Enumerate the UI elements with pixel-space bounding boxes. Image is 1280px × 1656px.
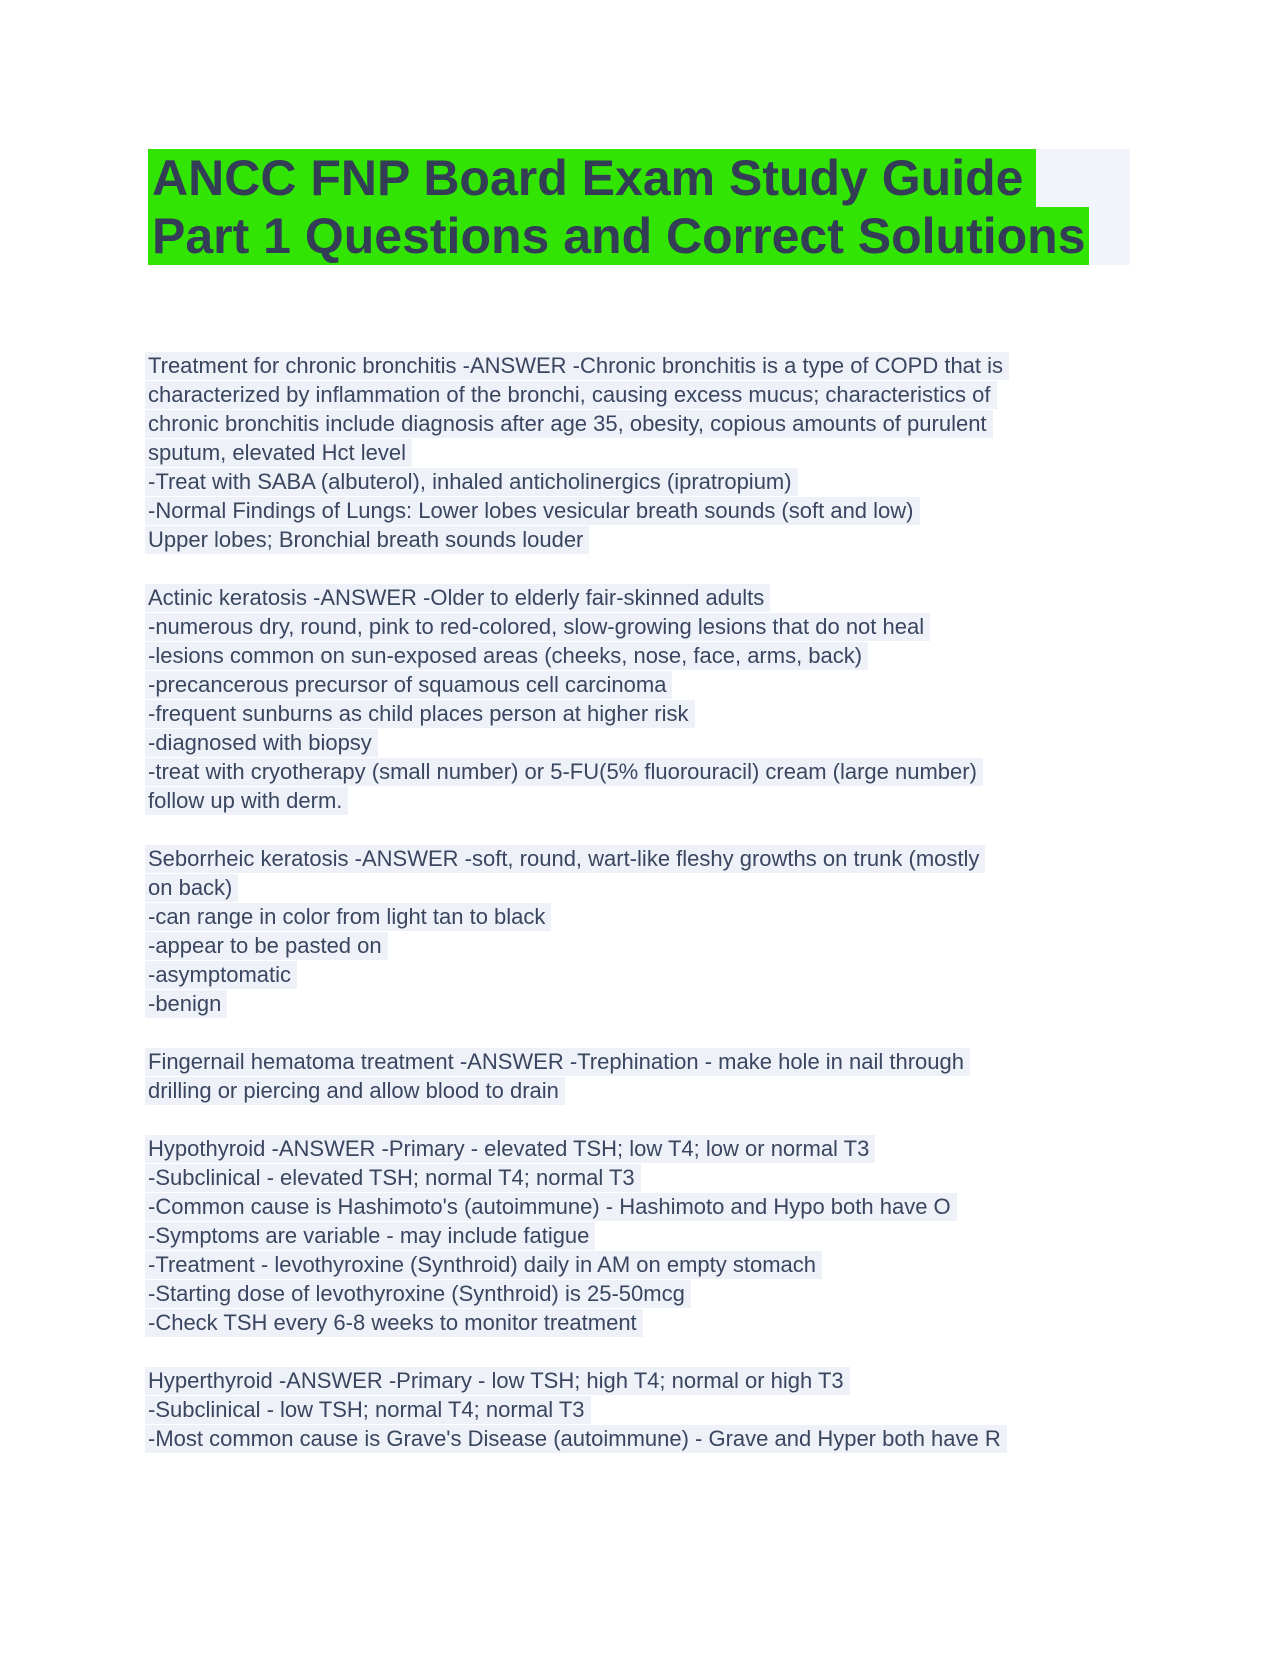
text-line	[148, 1395, 1138, 1424]
highlighted-text: -appear to be pasted on	[145, 932, 388, 960]
highlighted-text: Treatment for chronic bronchitis -ANSWER -Chronic bronchitis is a type of COPD that is	[145, 352, 1009, 380]
highlighted-text: -Subclinical - elevated TSH; normal T4; normal T3	[145, 1164, 641, 1192]
highlighted-text: -frequent sunburns as child places person at higher risk	[145, 700, 695, 728]
paragraph-hypothyroid	[148, 1134, 1138, 1337]
text-line	[148, 1047, 1138, 1076]
text-line	[148, 525, 1138, 554]
highlighted-text: follow up with derm.	[145, 787, 348, 815]
highlighted-text: chronic bronchitis include diagnosis after age 35, obesity, copious amounts of purulent	[145, 410, 993, 438]
text-line	[148, 380, 1138, 409]
highlighted-text: Upper lobes; Bronchial breath sounds louder	[145, 526, 589, 554]
highlighted-text: Seborrheic keratosis -ANSWER -soft, round, wart-like fleshy growths on trunk (mostly	[145, 845, 985, 873]
text-line	[148, 583, 1138, 612]
paragraph-chronic-bronchitis	[148, 351, 1138, 554]
text-line	[148, 786, 1138, 815]
text-line	[148, 1250, 1138, 1279]
highlighted-text: -Starting dose of levothyroxine (Synthroid) is 25-50mcg	[145, 1280, 691, 1308]
text-line	[148, 1279, 1138, 1308]
text-line	[148, 1424, 1138, 1453]
highlighted-text: Hypothyroid -ANSWER -Primary - elevated TSH; low T4; low or normal T3	[145, 1135, 875, 1163]
text-line	[148, 960, 1138, 989]
title-line-2-highlight: Part 1 Questions and Correct Solutions	[148, 207, 1089, 265]
paragraph-seborrheic-keratosis	[148, 844, 1138, 1018]
title-line	[148, 207, 1130, 265]
highlighted-text: -Most common cause is Grave's Disease (autoimmune) - Grave and Hyper both have R	[145, 1425, 1007, 1453]
highlighted-text: Fingernail hematoma treatment -ANSWER -Trephination - make hole in nail through	[145, 1048, 970, 1076]
highlighted-text: on back)	[145, 874, 238, 902]
paragraph-actinic-keratosis	[148, 583, 1138, 815]
text-line	[148, 351, 1138, 380]
text-line	[148, 612, 1138, 641]
title-line-1-highlight: ANCC FNP Board Exam Study Guide	[148, 149, 1036, 207]
highlighted-text: -Subclinical - low TSH; normal T4; normal T3	[145, 1396, 591, 1424]
text-line	[148, 1221, 1138, 1250]
text-line	[148, 496, 1138, 525]
text-line	[148, 641, 1138, 670]
paragraph-fingernail-hematoma	[148, 1047, 1138, 1105]
text-line	[148, 757, 1138, 786]
text-line	[148, 409, 1138, 438]
highlighted-text: sputum, elevated Hct level	[145, 439, 412, 467]
text-line	[148, 1076, 1138, 1105]
highlighted-text: -Check TSH every 6-8 weeks to monitor treatment	[145, 1309, 643, 1337]
text-line	[148, 728, 1138, 757]
highlighted-text: -asymptomatic	[145, 961, 297, 989]
highlighted-text: characterized by inflammation of the bronchi, causing excess mucus; characteristics of	[145, 381, 997, 409]
document-body	[148, 351, 1138, 1453]
highlighted-text: -precancerous precursor of squamous cell carcinoma	[145, 671, 672, 699]
highlighted-text: -Treatment - levothyroxine (Synthroid) daily in AM on empty stomach	[145, 1251, 822, 1279]
highlighted-text: -numerous dry, round, pink to red-colored, slow-growing lesions that do not heal	[145, 613, 930, 641]
highlighted-text: Actinic keratosis -ANSWER -Older to elderly fair-skinned adults	[145, 584, 770, 612]
highlighted-text: -lesions common on sun-exposed areas (cheeks, nose, face, arms, back)	[145, 642, 868, 670]
highlighted-text: -Common cause is Hashimoto's (autoimmune) - Hashimoto and Hypo both have O	[145, 1193, 957, 1221]
title-line	[148, 149, 1130, 207]
paragraph-hyperthyroid	[148, 1366, 1138, 1453]
text-line	[148, 1192, 1138, 1221]
highlighted-text: -Treat with SABA (albuterol), inhaled anticholinergics (ipratropium)	[145, 468, 798, 496]
document-content	[148, 149, 1138, 1482]
document-title	[148, 149, 1130, 265]
text-line	[148, 844, 1138, 873]
text-line	[148, 902, 1138, 931]
highlighted-text: -diagnosed with biopsy	[145, 729, 378, 757]
text-line	[148, 467, 1138, 496]
highlighted-text: -treat with cryotherapy (small number) or 5-FU(5% fluorouracil) cream (large number)	[145, 758, 983, 786]
text-line	[148, 1134, 1138, 1163]
highlighted-text: -Normal Findings of Lungs: Lower lobes vesicular breath sounds (soft and low)	[145, 497, 920, 525]
text-line	[148, 438, 1138, 467]
text-line	[148, 989, 1138, 1018]
text-line	[148, 1163, 1138, 1192]
highlighted-text: Hyperthyroid -ANSWER -Primary - low TSH; high T4; normal or high T3	[145, 1367, 850, 1395]
highlighted-text: -can range in color from light tan to black	[145, 903, 551, 931]
highlighted-text: -Symptoms are variable - may include fatigue	[145, 1222, 595, 1250]
text-line	[148, 873, 1138, 902]
text-line	[148, 699, 1138, 728]
text-line	[148, 1366, 1138, 1395]
text-line	[148, 1308, 1138, 1337]
highlighted-text: -benign	[145, 990, 227, 1018]
text-line	[148, 670, 1138, 699]
text-line	[148, 931, 1138, 960]
highlighted-text: drilling or piercing and allow blood to drain	[145, 1077, 565, 1105]
